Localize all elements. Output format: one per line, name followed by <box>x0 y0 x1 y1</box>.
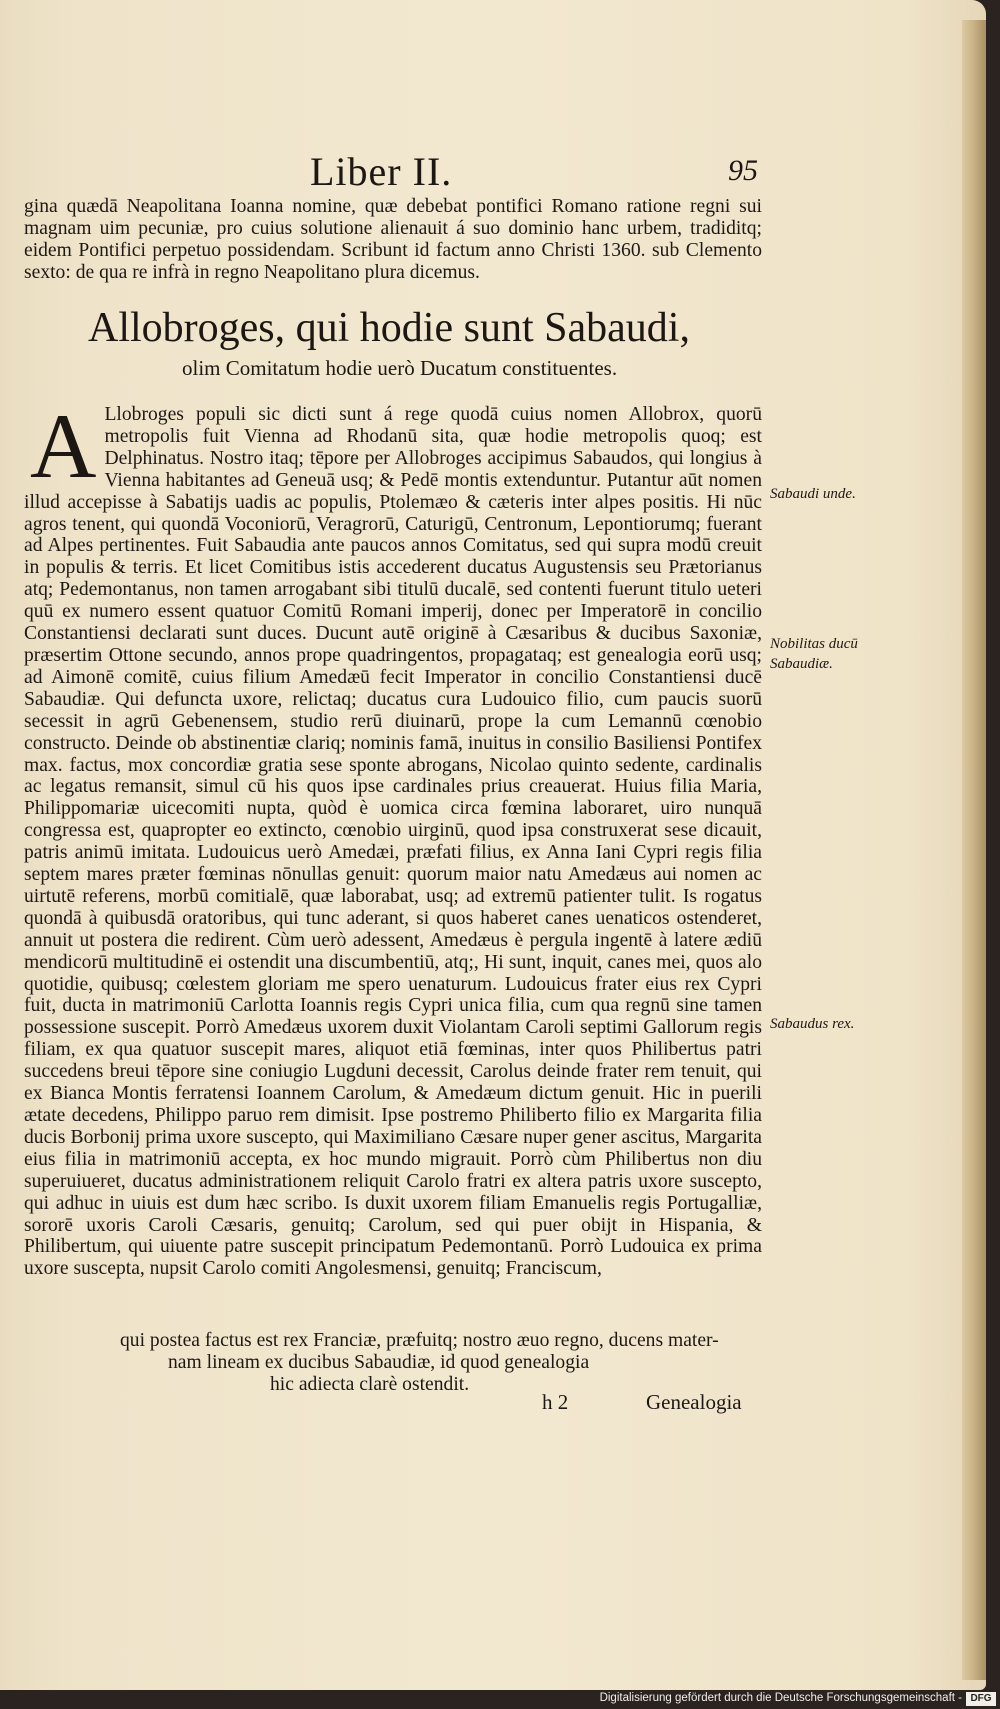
footer-credit: Digitalisierung gefördert durch die Deutsche Forschungsgemeinschaft - <box>599 1692 962 1704</box>
marginal-note: Sabaudi unde. <box>770 486 856 502</box>
section-heading: Allobroges, qui hodie sunt Sabaudi, <box>88 305 690 351</box>
page-header <box>0 148 960 198</box>
main-paragraph <box>24 395 762 1280</box>
tail-line-2: nam lineam ex ducibus Sabaudiæ, id quod genealogia <box>168 1352 590 1373</box>
section-subheading: olim Comitatum hodie uerò Ducatum constituentes. <box>182 356 618 380</box>
drop-initial: A <box>30 395 97 497</box>
page-number: 95 <box>728 154 758 187</box>
page-edge <box>962 20 986 1680</box>
marginal-note: Nobilitas ducū Sabaudiæ. <box>770 636 858 672</box>
dfg-logo: DFG <box>966 1692 996 1706</box>
intro-paragraph: gina quædā Neapolitana Ioanna nomine, quæ debebat pontifici Romano ratione regni sui magnam uim pecuniæ, pro cuius solutione alienauit á suo dominio hanc urbem, tradiditq; eidem Pontifici perpetuo possidendam. Scribunt id factum anno Christi 1360. sub Clemento sexto: de qua re infrà in regno Neapolitano plura dicemus. <box>24 196 762 283</box>
book-title: Liber II. <box>310 149 453 194</box>
tail-line-3: hic adiecta clarè ostendit. <box>270 1374 470 1395</box>
tail-line-1: qui postea factus est rex Franciæ, præfuitq; nostro æuo regno, ducens mater- <box>120 1330 719 1351</box>
catchword: Genealogia <box>646 1390 742 1414</box>
marginal-note: Sabaudus rex. <box>770 1016 855 1032</box>
signature-mark: h 2 <box>542 1390 569 1414</box>
main-paragraph-text: Llobroges populi sic dicti sunt á rege quodā cuius nomen Allobrox, quorū metropolis fuit Vienna ad Rhodanū sita, quæ hodie metropolis quoq; est Delphinatus. Nostro itaq; tēpore per Allobroges accipimus Sabaudos, qui longius à Vienna habitantes ad Geneuā usq; & Pedē montis extenduntur. Putantur aūt nomen illud accepisse à Sabatijs uadis ac populis, Ptolemæo & cæteris inter alpes positis. Hi nūc agros tenent, qui quondā Voconiorū, Veragrorū, Caturigū, Centronum, Lepontiorumq; fuerant ad Alpes pertinentes. Fuit Sabaudia ante paucos annos Comitatus, sed qui supra modū creuit in populis & terris. Et licet Comitibus istis accederent ducatus Augustensis seu Prætorianus atq; Pedemontanus, non tamen arrogabant sibi titulū ducalē, sed contenti fuerunt titulo ueteri quū ex numero essent quatuor Comitū Romani imperij, donec per Imperatorē in concilio Constantiensi declarati sunt duces. Ducunt autē originē à Cæsaribus & ducibus Saxoniæ, præsertim Ottone secundo, annos prope quadringentos, propagataq; est genealogia eorū usq; ad Aimonē comitē, cuius filium Amedæū fecit Imperator in concilio Constantiensi ducē Sabaudiæ. Qui defuncta uxore, relictaq; ducatus cura Ludouico filio, cum paucis suorū secessit in agrū Gebenensem, studio rerū diuinarū, prope la cum Lemannū cœnobio constructo. Deinde ob abstinentiæ clariq; nominis famā, inuitus in consilio Basiliensi Pontifex max. factus, mox concordiæ gratia sese sponte abrogans, Nicolao quinto sedente, cardinalis ac legatus remansit, simul cū his quos ipse cardinales prius creauerat. Huius filia Maria, Philippomariæ uicecomiti nupta, quòd è uomica circa fœmina laboraret, uiro nunquā congressa est, quapropter eo extincto, cœnobio uirginū, quod ipsa construxerat sese dicauit, patris animū imitata. Ludouicus uerò Amedæi, præfati filius, ex Anna Iani Cypri regis filia septem mares præter fœminas nōnullas genuit: quorum maior natu Amedæus aui nomen ac uirtutē referens, morbū comitialē, quæ laborabat, usq; ad extremū patienter tulit. Is rogatus quondā à quibusdā oratoribus, qui tunc aderant, si quos haberet canes uenaticos ostenderet, annuit ut postera die redirent. Cùm uerò adessent, Amedæus è pergula ingentē à latere ædiū mendicorū multitudinē ei ostendit una discumbentiū, atq;, Hi sunt, inquit, canes mei, quos alo quotidie, quibusq; cœlestem gloriam me spero uenaturum. Ludouicus frater eius rex Cypri fuit, ducta in matrimoniū Carlotta Ioannis regis Cypri unica filia, cum qua regnū sine tamen possessione suscepit. Porrò Amedæus uxorem duxit Violantam Caroli septimi Gallorum regis filiam, ex qua quatuor suscepit mares, aliquot etiā fœminas, inter quos Philibertus patri succedens breui tēpore sine coniugio Lugduni decessit, Carolus deinde frater rem tenuit, qui ex Bianca Montis ferratensi Ioannem Carolum, & Amedæum dictum genuit. Hic in puerili ætate decedens, Philippo paruo rem dimisit. Ipse postremo Philiberto filio ex Margarita filia ducis Borbonij prima uxore suscepto, qui Maximiliano Cæsare nuper gener ascitus, Margarita eius filia in matrimoniū accepta, ex hoc mundo migrauit. Porrò cùm Philibertus non diu superuiueret, ducatus administrationem reliquit Carolo fratri ex altera patris uxore suscepto, qui adhuc in uiuis est dum hæc scribo. Is duxit uxorem filiam Emanuelis regis Portugalliæ, sororē uxoris Caroli Cæsaris, genuitq; Carolum, sed qui puer obijt in Hispania, & Philibertum, qui uiuente patre suscepit principatum Pedemontanū. Porrò Ludouica ex prima uxore suscepta, nupsit Carolo comiti Angolesmensi, genuitq; Franciscum, <box>24 404 762 1280</box>
